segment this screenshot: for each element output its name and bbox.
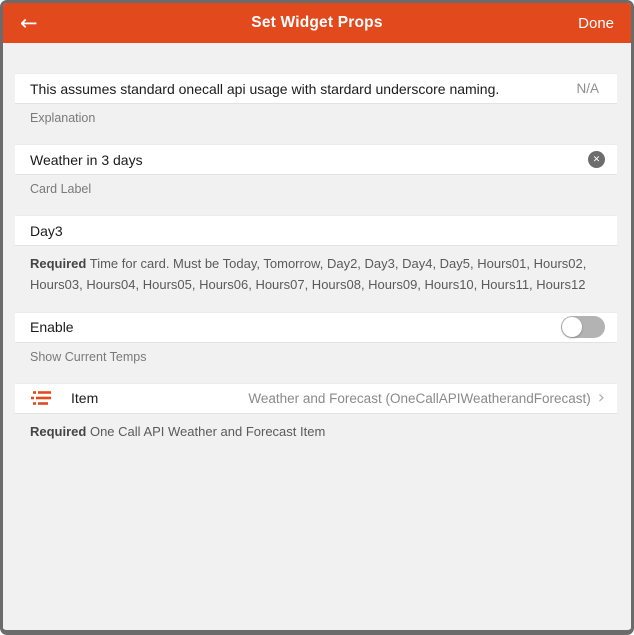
time-input-row[interactable] bbox=[15, 215, 617, 246]
back-arrow-icon[interactable]: ← bbox=[20, 10, 38, 35]
card-label-input-value[interactable]: Weather in 3 days bbox=[30, 151, 143, 168]
chevron-right-icon: › bbox=[597, 387, 605, 409]
time-helper-text bbox=[3, 246, 631, 296]
time-input-value[interactable]: Day3 bbox=[30, 222, 63, 239]
enable-toggle-row[interactable] bbox=[15, 312, 617, 343]
explanation-label: Explanation bbox=[30, 111, 96, 125]
required-flag: Required bbox=[30, 423, 87, 439]
explanation-row[interactable] bbox=[15, 73, 617, 104]
explanation-na-value: N/A bbox=[576, 81, 599, 96]
enable-title: Enable bbox=[30, 319, 74, 336]
card-label-input-row[interactable] bbox=[15, 144, 617, 175]
item-helper-text bbox=[3, 414, 631, 443]
time-helper-body: Time for card. Must be Today, Tomorrow, Day2, Day3, Day4, Day5, Hours01, Hours02, Hours03, Hours04, Hours05, Hours06, Hours07, Hours08, Hours09, Hours10, Hours11, Hours12 bbox=[30, 256, 587, 292]
page-title: Set Widget Props bbox=[251, 14, 383, 31]
card-label-label: Card Label bbox=[30, 182, 92, 196]
explanation-text: This assumes standard onecall api usage with stardard underscore naming. bbox=[30, 80, 500, 97]
item-selected-value: Weather and Forecast (OneCallAPIWeatherandForecast) bbox=[248, 390, 591, 406]
done-button[interactable]: Done bbox=[578, 14, 614, 32]
header-bar bbox=[3, 3, 631, 43]
item-picker-row[interactable] bbox=[15, 383, 617, 414]
clear-text-icon[interactable]: ✕ bbox=[588, 151, 605, 168]
enable-toggle-switch[interactable] bbox=[561, 316, 605, 338]
form-content bbox=[3, 43, 631, 442]
toggle-knob bbox=[562, 317, 582, 337]
required-flag: Required bbox=[30, 256, 87, 271]
item-title: Item bbox=[71, 390, 99, 407]
orange-list-icon bbox=[30, 388, 51, 408]
show-current-temps-label: Show Current Temps bbox=[30, 349, 147, 364]
item-helper-body: One Call API Weather and Forecast Item bbox=[89, 423, 326, 439]
